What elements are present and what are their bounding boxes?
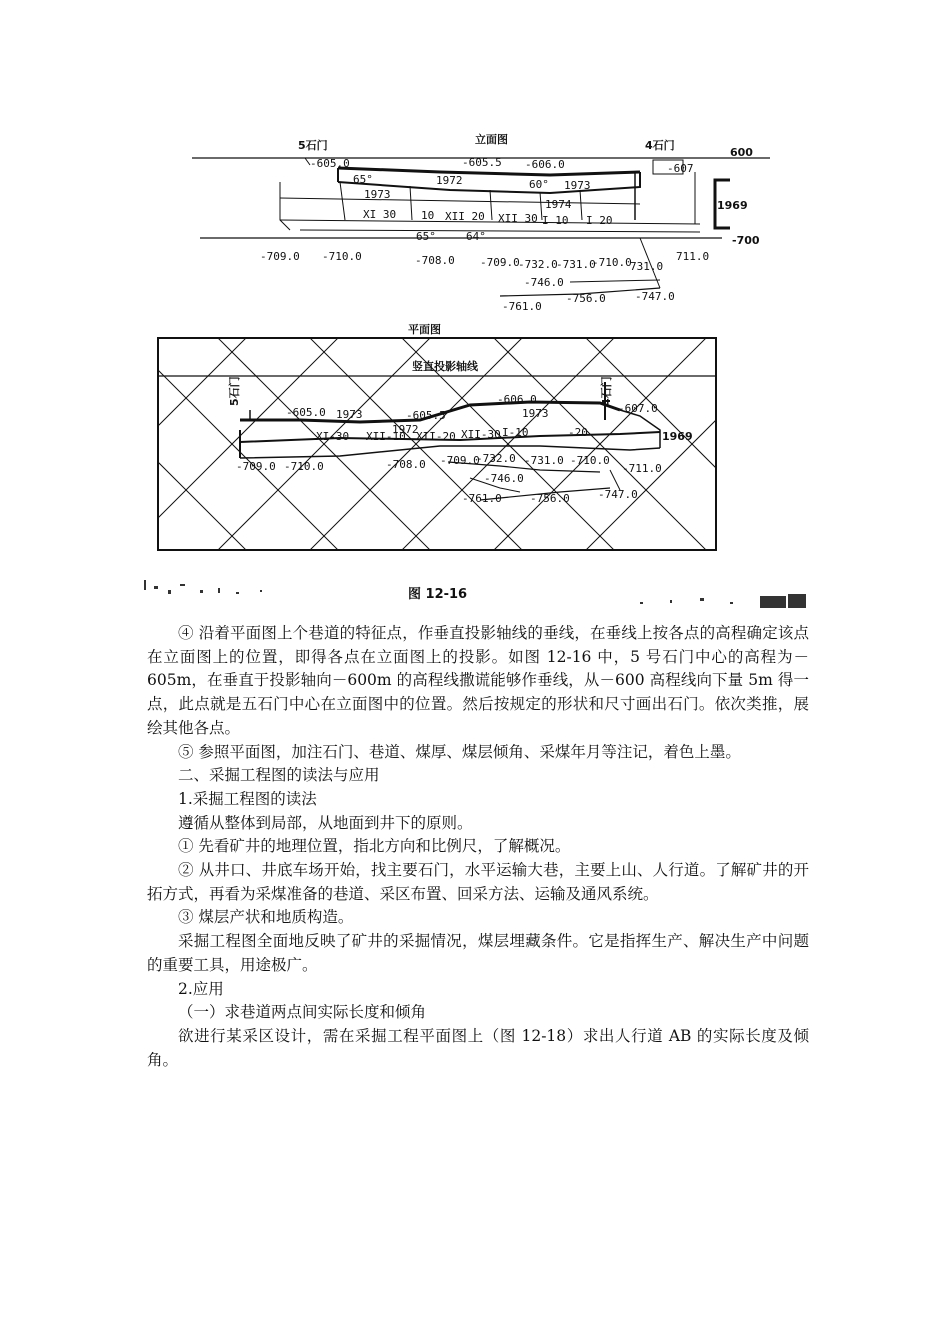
- paragraph-step5: ⑤ 参照平面图，加注石门、巷道、煤厚、煤层倾角、采煤年月等注记，着色上墨。: [178, 742, 741, 761]
- plan-756: -756.0: [530, 492, 570, 505]
- plan-xii20: XII-20: [416, 430, 456, 443]
- elev-b708: -708.0: [415, 254, 455, 267]
- plan-i20: -20: [568, 426, 588, 439]
- plan-732: -732.0: [476, 452, 516, 465]
- paragraph-item2: ② 从井口、井底车场开始，找主要石门，水平运输大巷，主要上山、人行道。了解矿井的开拓方式，再看为采煤准备的巷道、采区布置、回采方法、运输及通风系统。: [147, 861, 809, 903]
- paragraph-item1: ① 先看矿井的地理位置，指北方向和比例尺，了解概况。: [178, 837, 571, 856]
- plan-shimen4: 4石门: [600, 376, 613, 406]
- elev-1972: 1972: [436, 174, 463, 187]
- elev-i20: I 20: [586, 214, 613, 227]
- elev-xii30: XII 30: [498, 212, 538, 225]
- plan-605: -605.0: [286, 406, 326, 419]
- plan-606: -606.0: [497, 393, 537, 406]
- elev-angle-60: 60°: [529, 178, 549, 191]
- subsection-heading-reading: 1.采掘工程图的读法: [178, 789, 317, 808]
- plan-761: -761.0: [462, 492, 502, 505]
- elev-605-5: -605.5: [462, 156, 502, 169]
- elev-b710b: -710.0: [592, 256, 632, 269]
- paragraph-step4: ④ 沿着平面图上个巷道的特征点，作垂直投影轴线的垂线，在垂线上按各点的高程确定该点在立面图上的位置，即得各点在立面图上的投影。如图 12-16 中，5 号石门中心的高程为－605m，在垂直于投影轴向－600m 的高程线撒谎能够作垂线，从－600 高程线向下量 5m 得一点，此点就是五石门中心在立面图中的位置。然后按规定的形状和尺寸画出石门。依次类推，展绘其他各点。: [147, 624, 809, 737]
- elev-angle-65a: 65°: [353, 173, 373, 186]
- elev-1974: 1974: [545, 198, 572, 211]
- elev-b731b: 731.0: [630, 260, 664, 273]
- subsection-heading-application: 2.应用: [178, 979, 224, 998]
- paragraph-design: 欲进行某采区设计，需在采掘工程平面图上（图 12-18）求出人行道 AB 的实际长度及倾角。: [147, 1026, 809, 1069]
- section-heading: 二、采掘工程图的读法与应用: [178, 766, 380, 785]
- plan-711: -711.0: [622, 462, 662, 475]
- plan-746: -746.0: [484, 472, 524, 485]
- elev-b711: 711.0: [676, 250, 710, 263]
- plan-xii30: XII-30: [461, 428, 501, 441]
- plan-shimen5: 5石门: [228, 376, 241, 406]
- plan-xi30: XI-30: [316, 430, 350, 443]
- paragraph-principle: 遵循从整体到局部，从地面到井下的原则。: [178, 813, 473, 832]
- body-text: [147, 622, 809, 1072]
- elev-1969: 1969: [717, 199, 748, 212]
- elev-b747: -747.0: [635, 290, 675, 303]
- elevation-title: 立面图: [475, 133, 508, 146]
- paragraph-subheading: （一）求巷道两点间实际长度和倾角: [178, 1003, 427, 1022]
- elev-angle-64: 64°: [466, 230, 486, 243]
- plan-710b: -710.0: [570, 454, 610, 467]
- elev-shimen4: 4石门: [645, 139, 675, 152]
- paragraph-summary: 采掘工程图全面地反映了矿井的采掘情况，煤层埋藏条件。它是指挥生产、解决生产中问题的重要工具，用途极广。: [147, 932, 809, 974]
- mine-drawing: [140, 120, 810, 610]
- plan-607: -607.0: [618, 402, 658, 415]
- plan-731: -731.0: [524, 454, 564, 467]
- elev-607: -607: [667, 162, 694, 175]
- plan-title: 平面图: [408, 323, 441, 336]
- elev-b731: -731.0: [556, 258, 596, 271]
- elev-700: -700: [732, 234, 760, 247]
- elev-1973b: 1973: [564, 179, 591, 192]
- elev-b709: -709.0: [260, 250, 300, 263]
- plan-747: -747.0: [598, 488, 638, 501]
- elev-1973a: 1973: [364, 188, 391, 201]
- elev-b756: -756.0: [566, 292, 606, 305]
- plan-1969: 1969: [662, 430, 693, 443]
- plan-1973b: 1973: [522, 407, 549, 420]
- elev-xi30: XI 30: [363, 208, 397, 221]
- elev-600: 600: [730, 146, 753, 159]
- figure-caption: 图 12-16: [408, 587, 468, 602]
- paragraph-item3: ③ 煤层产状和地质构造。: [178, 908, 354, 927]
- plan-710: -710.0: [284, 460, 324, 473]
- plan-axis-label: 竖直投影轴线: [412, 360, 478, 373]
- elev-shimen5: 5石门: [298, 139, 328, 152]
- plan-1973a: 1973: [336, 408, 363, 421]
- plan-i10: I-10: [502, 426, 529, 439]
- elev-b710: -710.0: [322, 250, 362, 263]
- elev-b761: -761.0: [502, 300, 542, 313]
- elev-606: -606.0: [525, 158, 565, 171]
- elev-angle-65b: 65°: [416, 230, 436, 243]
- elev-b746: -746.0: [524, 276, 564, 289]
- plan-709: -709.0: [236, 460, 276, 473]
- plan-709b: -709.0: [440, 454, 480, 467]
- elev-xii20: XII 20: [445, 210, 485, 223]
- plan-1972: 1972: [392, 423, 419, 436]
- elev-i10: I 10: [542, 214, 569, 227]
- elev-10: 10: [421, 209, 435, 222]
- elev-605: -605.0: [310, 157, 350, 170]
- plan-708: -708.0: [386, 458, 426, 471]
- plan-xii10: XII-10: [366, 430, 406, 443]
- figure-12-16: [140, 120, 810, 610]
- elev-b709b: -709.0: [480, 256, 520, 269]
- elev-b732: -732.0: [518, 258, 558, 271]
- plan-605-5: -605.5: [406, 409, 446, 422]
